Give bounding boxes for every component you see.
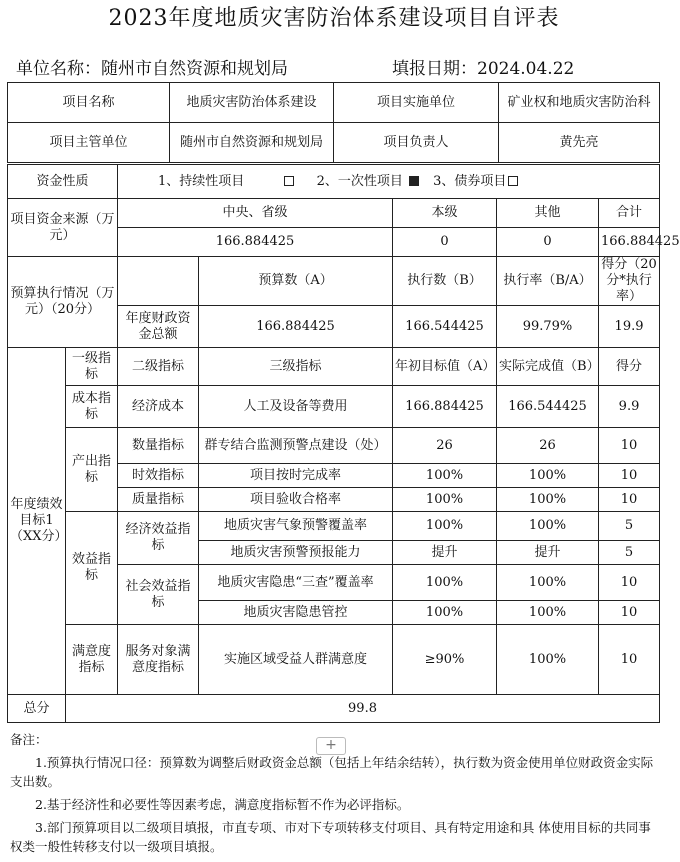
output-l2: 数量指标	[118, 428, 199, 464]
fund-option-2: 2、一次性项目	[316, 173, 403, 189]
project-info-table	[7, 82, 660, 163]
perf-header-l2: 二级指标	[118, 348, 199, 386]
benefit-l3: 地质灾害隐患管控	[199, 601, 393, 625]
benefit-l3: 地质灾害气象预警覆盖率	[199, 512, 393, 541]
source-label: 项目资金来源（万元）	[8, 199, 118, 257]
checkbox-bond[interactable]	[508, 176, 518, 186]
perf-header-score: 得分	[599, 348, 660, 386]
project-name: 地质灾害防治体系建设	[170, 83, 334, 123]
perf-header-l3: 三级指标	[199, 348, 393, 386]
budget-empty-header	[118, 257, 199, 306]
output-score: 10	[599, 464, 660, 488]
source-central-value: 166.884425	[118, 228, 393, 257]
fund-nature-label: 资金性质	[8, 165, 118, 199]
satisfaction-actual: 100%	[497, 625, 599, 695]
fund-nature-options	[118, 165, 660, 199]
impl-unit-label: 项目实施单位	[334, 83, 499, 123]
leader-label: 项目负责人	[334, 123, 499, 163]
output-actual: 100%	[497, 464, 599, 488]
dept: 随州市自然资源和规划局	[170, 123, 334, 163]
benefit-l3: 地质灾害预警预报能力	[199, 541, 393, 565]
page-title: 2023年度地质灾害防治体系建设项目自评表	[108, 6, 560, 31]
benefit-l3: 地质灾害隐患“三查”覆盖率	[199, 565, 393, 601]
budget-header-rate: 执行率（B/A）	[497, 257, 599, 306]
perf-header-target: 年初目标值（A）	[393, 348, 497, 386]
report-date: 填报日期：2024.04.22	[392, 59, 575, 79]
benefit-target: 100%	[393, 601, 497, 625]
output-l2: 质量指标	[118, 488, 199, 512]
benefit-target: 100%	[393, 512, 497, 541]
rate-value: 99.79%	[497, 306, 599, 348]
satisfaction-l2: 服务对象满意度指标	[118, 625, 199, 695]
fund-option-3: 3、债券项目	[433, 173, 507, 189]
cost-score: 9.9	[599, 386, 660, 428]
cost-l1: 成本指标	[66, 386, 118, 428]
perf-side-label: 年度绩效目标1（XX分）	[8, 348, 66, 695]
output-score: 10	[599, 428, 660, 464]
satisfaction-target: ≥90%	[393, 625, 497, 695]
benefit-actual: 提升	[497, 541, 599, 565]
satisfaction-l3: 实施区域受益人群满意度	[199, 625, 393, 695]
budget-value: 166.884425	[199, 306, 393, 348]
output-l3: 项目验收合格率	[199, 488, 393, 512]
add-button[interactable]: +	[316, 737, 346, 755]
source-header-other: 其他	[497, 199, 599, 228]
output-l3: 项目按时完成率	[199, 464, 393, 488]
output-target: 100%	[393, 464, 497, 488]
benefit-target: 提升	[393, 541, 497, 565]
social-benefit-l2: 社会效益指标	[118, 565, 199, 625]
leader: 黄先亮	[499, 123, 660, 163]
source-other-value: 0	[497, 228, 599, 257]
benefit-actual: 100%	[497, 601, 599, 625]
fund-option-1: 1、持续性项目	[158, 173, 245, 189]
dept-label: 项目主管单位	[8, 123, 170, 163]
project-name-label: 项目名称	[8, 83, 170, 123]
source-header-total: 合计	[599, 199, 660, 228]
source-header-local: 本级	[393, 199, 497, 228]
benefit-score: 10	[599, 601, 660, 625]
note-1: 1.预算执行情况口径：预算数为调整后财政资金总额（包括上年结余结转），执行数为资金使用单位财政资金实际支出数。	[10, 755, 654, 789]
benefit-l1: 效益指标	[66, 512, 118, 625]
budget-header-budget: 预算数（A）	[199, 257, 393, 306]
source-header-central: 中央、省级	[118, 199, 393, 228]
cost-l2: 经济成本	[118, 386, 199, 428]
output-l2: 时效指标	[118, 464, 199, 488]
output-actual: 100%	[497, 488, 599, 512]
benefit-actual: 100%	[497, 565, 599, 601]
checkbox-one-time[interactable]	[409, 176, 419, 186]
perf-header-actual: 实际完成值（B）	[497, 348, 599, 386]
benefit-target: 100%	[393, 565, 497, 601]
source-total-value: 166.884425	[599, 228, 660, 257]
notes-heading: 备注：	[10, 732, 48, 747]
output-target: 100%	[393, 488, 497, 512]
benefit-score: 5	[599, 512, 660, 541]
budget-header-score: 得分（20分*执行率）	[599, 257, 660, 306]
checkbox-continuous[interactable]	[284, 176, 294, 186]
cost-actual: 166.544425	[497, 386, 599, 428]
output-l3: 群专结合监测预警点建设（处）	[199, 428, 393, 464]
notes	[10, 730, 660, 856]
exec-value: 166.544425	[393, 306, 497, 348]
evaluation-table	[7, 164, 680, 723]
output-target: 26	[393, 428, 497, 464]
budget-label: 预算执行情况（万元）（20分）	[8, 257, 118, 348]
total-value: 99.8	[66, 695, 660, 723]
cost-target: 166.884425	[393, 386, 497, 428]
benefit-actual: 100%	[497, 512, 599, 541]
satisfaction-score: 10	[599, 625, 660, 695]
unit-name: 单位名称：随州市自然资源和规划局	[16, 59, 288, 79]
budget-header-exec: 执行数（B）	[393, 257, 497, 306]
output-l1: 产出指标	[66, 428, 118, 512]
note-2: 2.基于经济性和必要性等因素考虑，满意度指标暂不作为必评指标。	[35, 797, 410, 812]
benefit-score: 5	[599, 541, 660, 565]
source-local-value: 0	[393, 228, 497, 257]
econ-benefit-l2: 经济效益指标	[118, 512, 199, 565]
budget-score-value: 19.9	[599, 306, 660, 348]
note-3: 3.部门预算项目以二级项目填报，市直专项、市对下专项转移支付项目、具有特定用途和具 体使用目标的共同事权类一般性转移支付以一级项目填报。	[10, 820, 651, 854]
output-score: 10	[599, 488, 660, 512]
budget-row-label: 年度财政资金总额	[118, 306, 199, 348]
benefit-score: 10	[599, 565, 660, 601]
perf-header-l1: 一级指标	[66, 348, 118, 386]
cost-l3: 人工及设备等费用	[199, 386, 393, 428]
satisfaction-l1: 满意度指标	[66, 625, 118, 695]
total-label: 总分	[8, 695, 66, 723]
output-actual: 26	[497, 428, 599, 464]
impl-unit: 矿业权和地质灾害防治科	[499, 83, 660, 123]
